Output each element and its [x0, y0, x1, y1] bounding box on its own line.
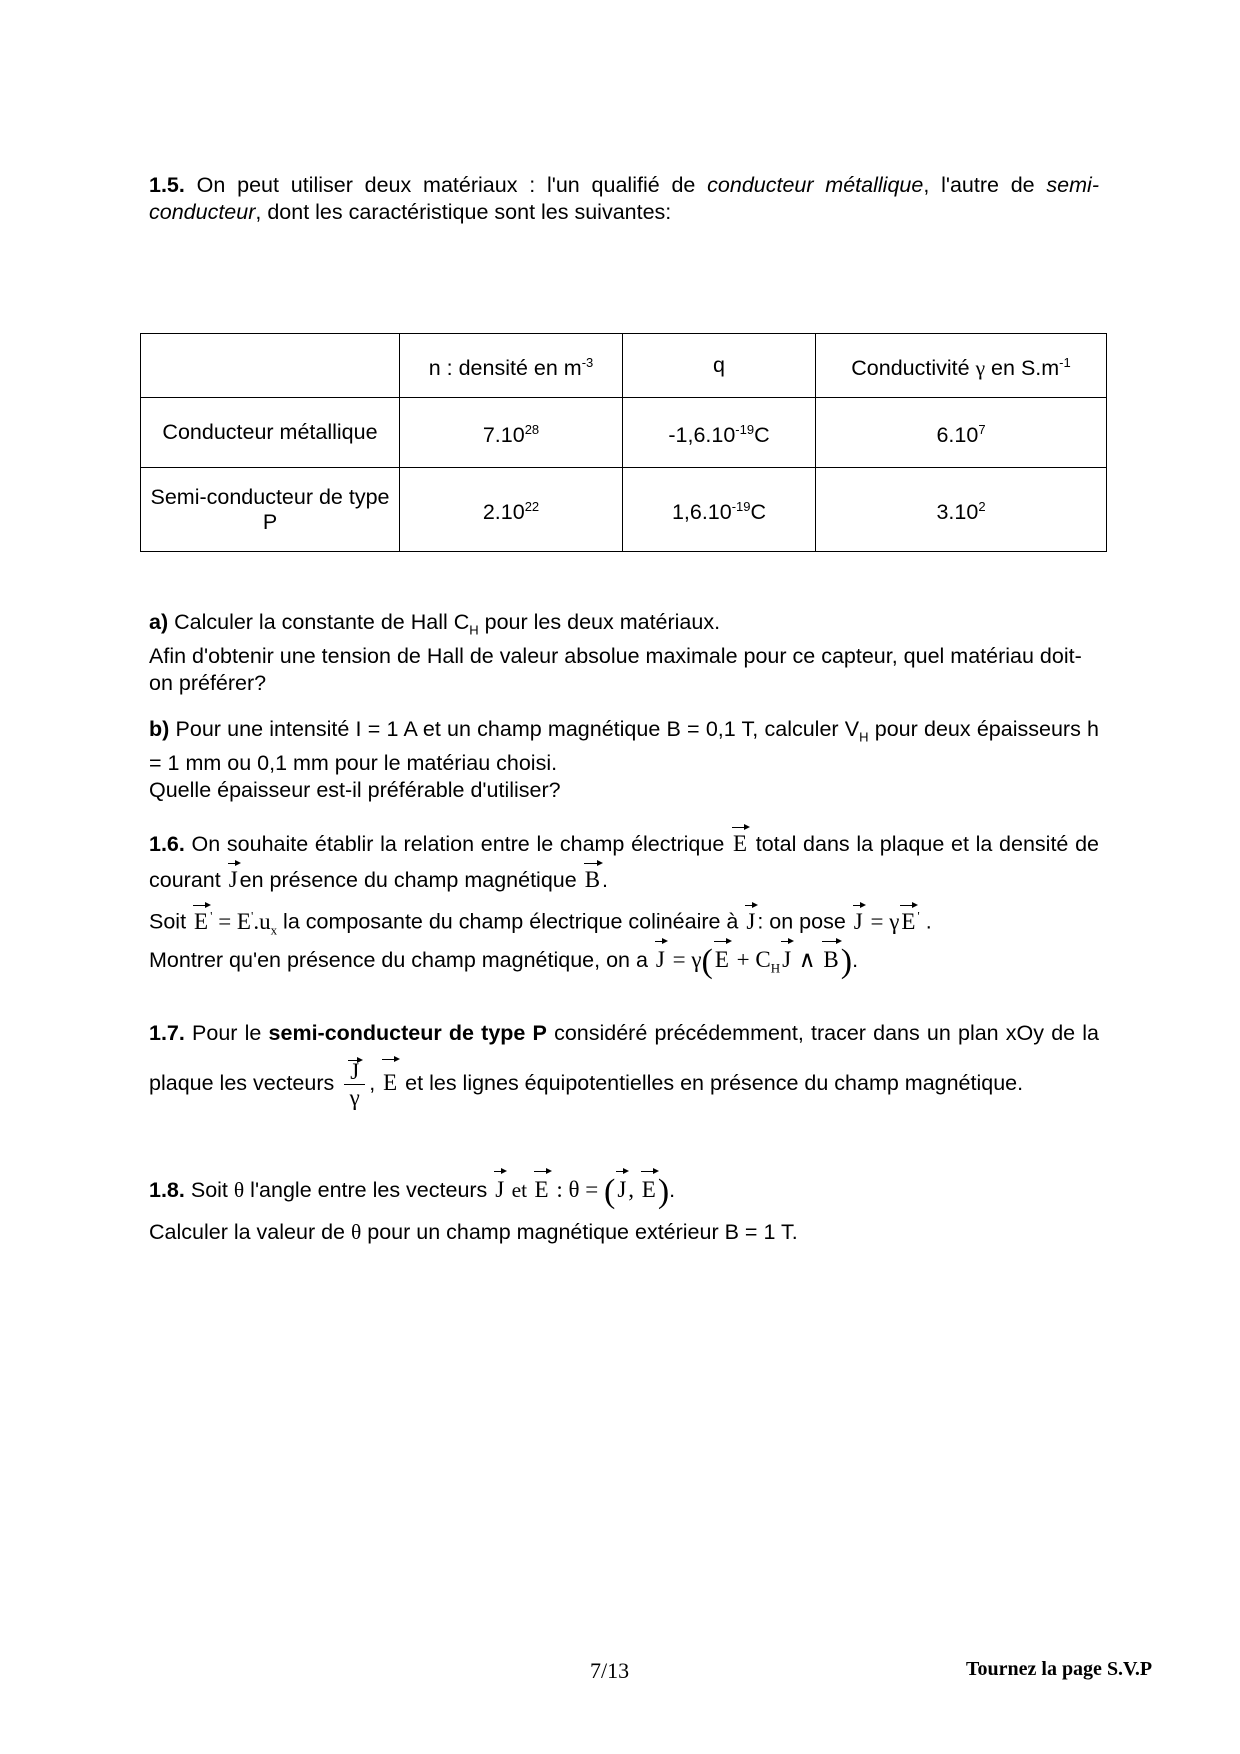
conductivity-value: 3.10$^2$ — [816, 468, 1107, 552]
density-value: 2.10$^{22}$ — [400, 468, 623, 552]
conductivity-value: 6.10$^7$ — [816, 398, 1107, 468]
part-a: a) Calculer la constante de Hall $C_H$ pour les deux matériaux. Afin d'obtenir une tension de Hall de valeur absolue maximale pour ce capteur, quel matériau doit-on préférer? — [149, 609, 1099, 697]
table-header-row — [141, 334, 1107, 398]
section-number: 1.7. — [149, 1021, 185, 1045]
table-row — [141, 468, 1107, 552]
equation-theta: : θ = (J, E) — [551, 1177, 670, 1202]
density-value: 7.10$^{28}$ — [400, 398, 623, 468]
section-1-5: 1.5. On peut utiliser deux matériaux : l'un qualifié de conducteur métallique, l'autre de semi-conducteur, dont les caractéristique sont les suivantes: — [149, 173, 1099, 224]
part-b-line2: Quelle épaisseur est-il préférable d'utiliser? — [149, 778, 561, 803]
vector-b: B — [583, 862, 602, 898]
section-number: 1.5. — [149, 173, 185, 197]
section-1-8-line2: Calculer la valeur de θ pour un champ magnétique extérieur B = 1 T. — [149, 1220, 798, 1244]
materials-table — [140, 333, 1107, 552]
row-label: Conducteur métallique — [141, 398, 400, 468]
header-density: n : densité en $m^{-3}$ — [400, 334, 623, 398]
section-number: 1.8. — [149, 1178, 185, 1202]
section-1-6: 1.6. On souhaite établir la relation entre le champ électrique E total dans la plaque et la densité de courant Jen présence du champ magnétique B. — [149, 826, 1099, 898]
header-conductivity: Conductivité γ en $S.m^{-1}$ — [816, 334, 1107, 398]
equation-j-gamma: J = γE ' — [852, 909, 920, 934]
page-number: 7/13 — [590, 1658, 630, 1683]
turn-page-note: Tournez la page S.V.P — [966, 1658, 1153, 1680]
section-1-8: 1.8. Soit θ l'angle entre les vecteurs J et E : θ = (J, E). — [149, 1170, 1099, 1212]
row-label: Semi-conducteur de type P — [141, 468, 400, 552]
section-1-6-montrer: Montrer qu'en présence du champ magnétique, on a $J = \gamma(E + C_HJ$ ∧ B). — [149, 940, 1099, 989]
part-b: b) Pour une intensité I = 1 A et un champ magnétique B = 0,1 T, calculer $V_H$ pour deux épaisseurs h = 1 mm ou 0,1 mm pour le matériau choisi. Quelle épaisseur est-il préférable d'utiliser? — [149, 717, 1099, 803]
equation-main: $J = \gamma(E + C_HJ$ ∧ B) — [654, 947, 852, 972]
vector-j: J — [227, 862, 240, 898]
section-1-6-soit: Soit E $' = E'.u_x$ la composante du champ électrique colinéaire à J: on pose J = γE ' . — [149, 898, 1099, 948]
section-1-7: 1.7. Pour le semi-conducteur de type P considéré précédemment, tracer dans un plan xOy de la plaque les vecteurs $\frac{J}{\gamma}$ , E et les lignes équipotentielles en présence du champ magnétique. — [149, 1021, 1100, 1110]
table-corner-cell — [141, 334, 400, 398]
part-a-line2: Afin d'obtenir une tension de Hall de valeur absolue maximale pour ce capteur, quel matériau doit-on préférer? — [149, 644, 1082, 696]
fraction-j-over-gamma: $\frac{J}{\gamma}$ — [344, 1059, 365, 1110]
charge-value: $1,6.10^{-19}C$ — [623, 468, 816, 552]
header-charge: q — [623, 334, 816, 398]
vector-e: E — [731, 826, 749, 862]
section-number: 1.6. — [149, 832, 185, 856]
charge-value: $-1,6.10^{-19}C$ — [623, 398, 816, 468]
table-row — [141, 398, 1107, 468]
equation-e-prime: E $' = E'.u_x$ — [192, 909, 277, 934]
